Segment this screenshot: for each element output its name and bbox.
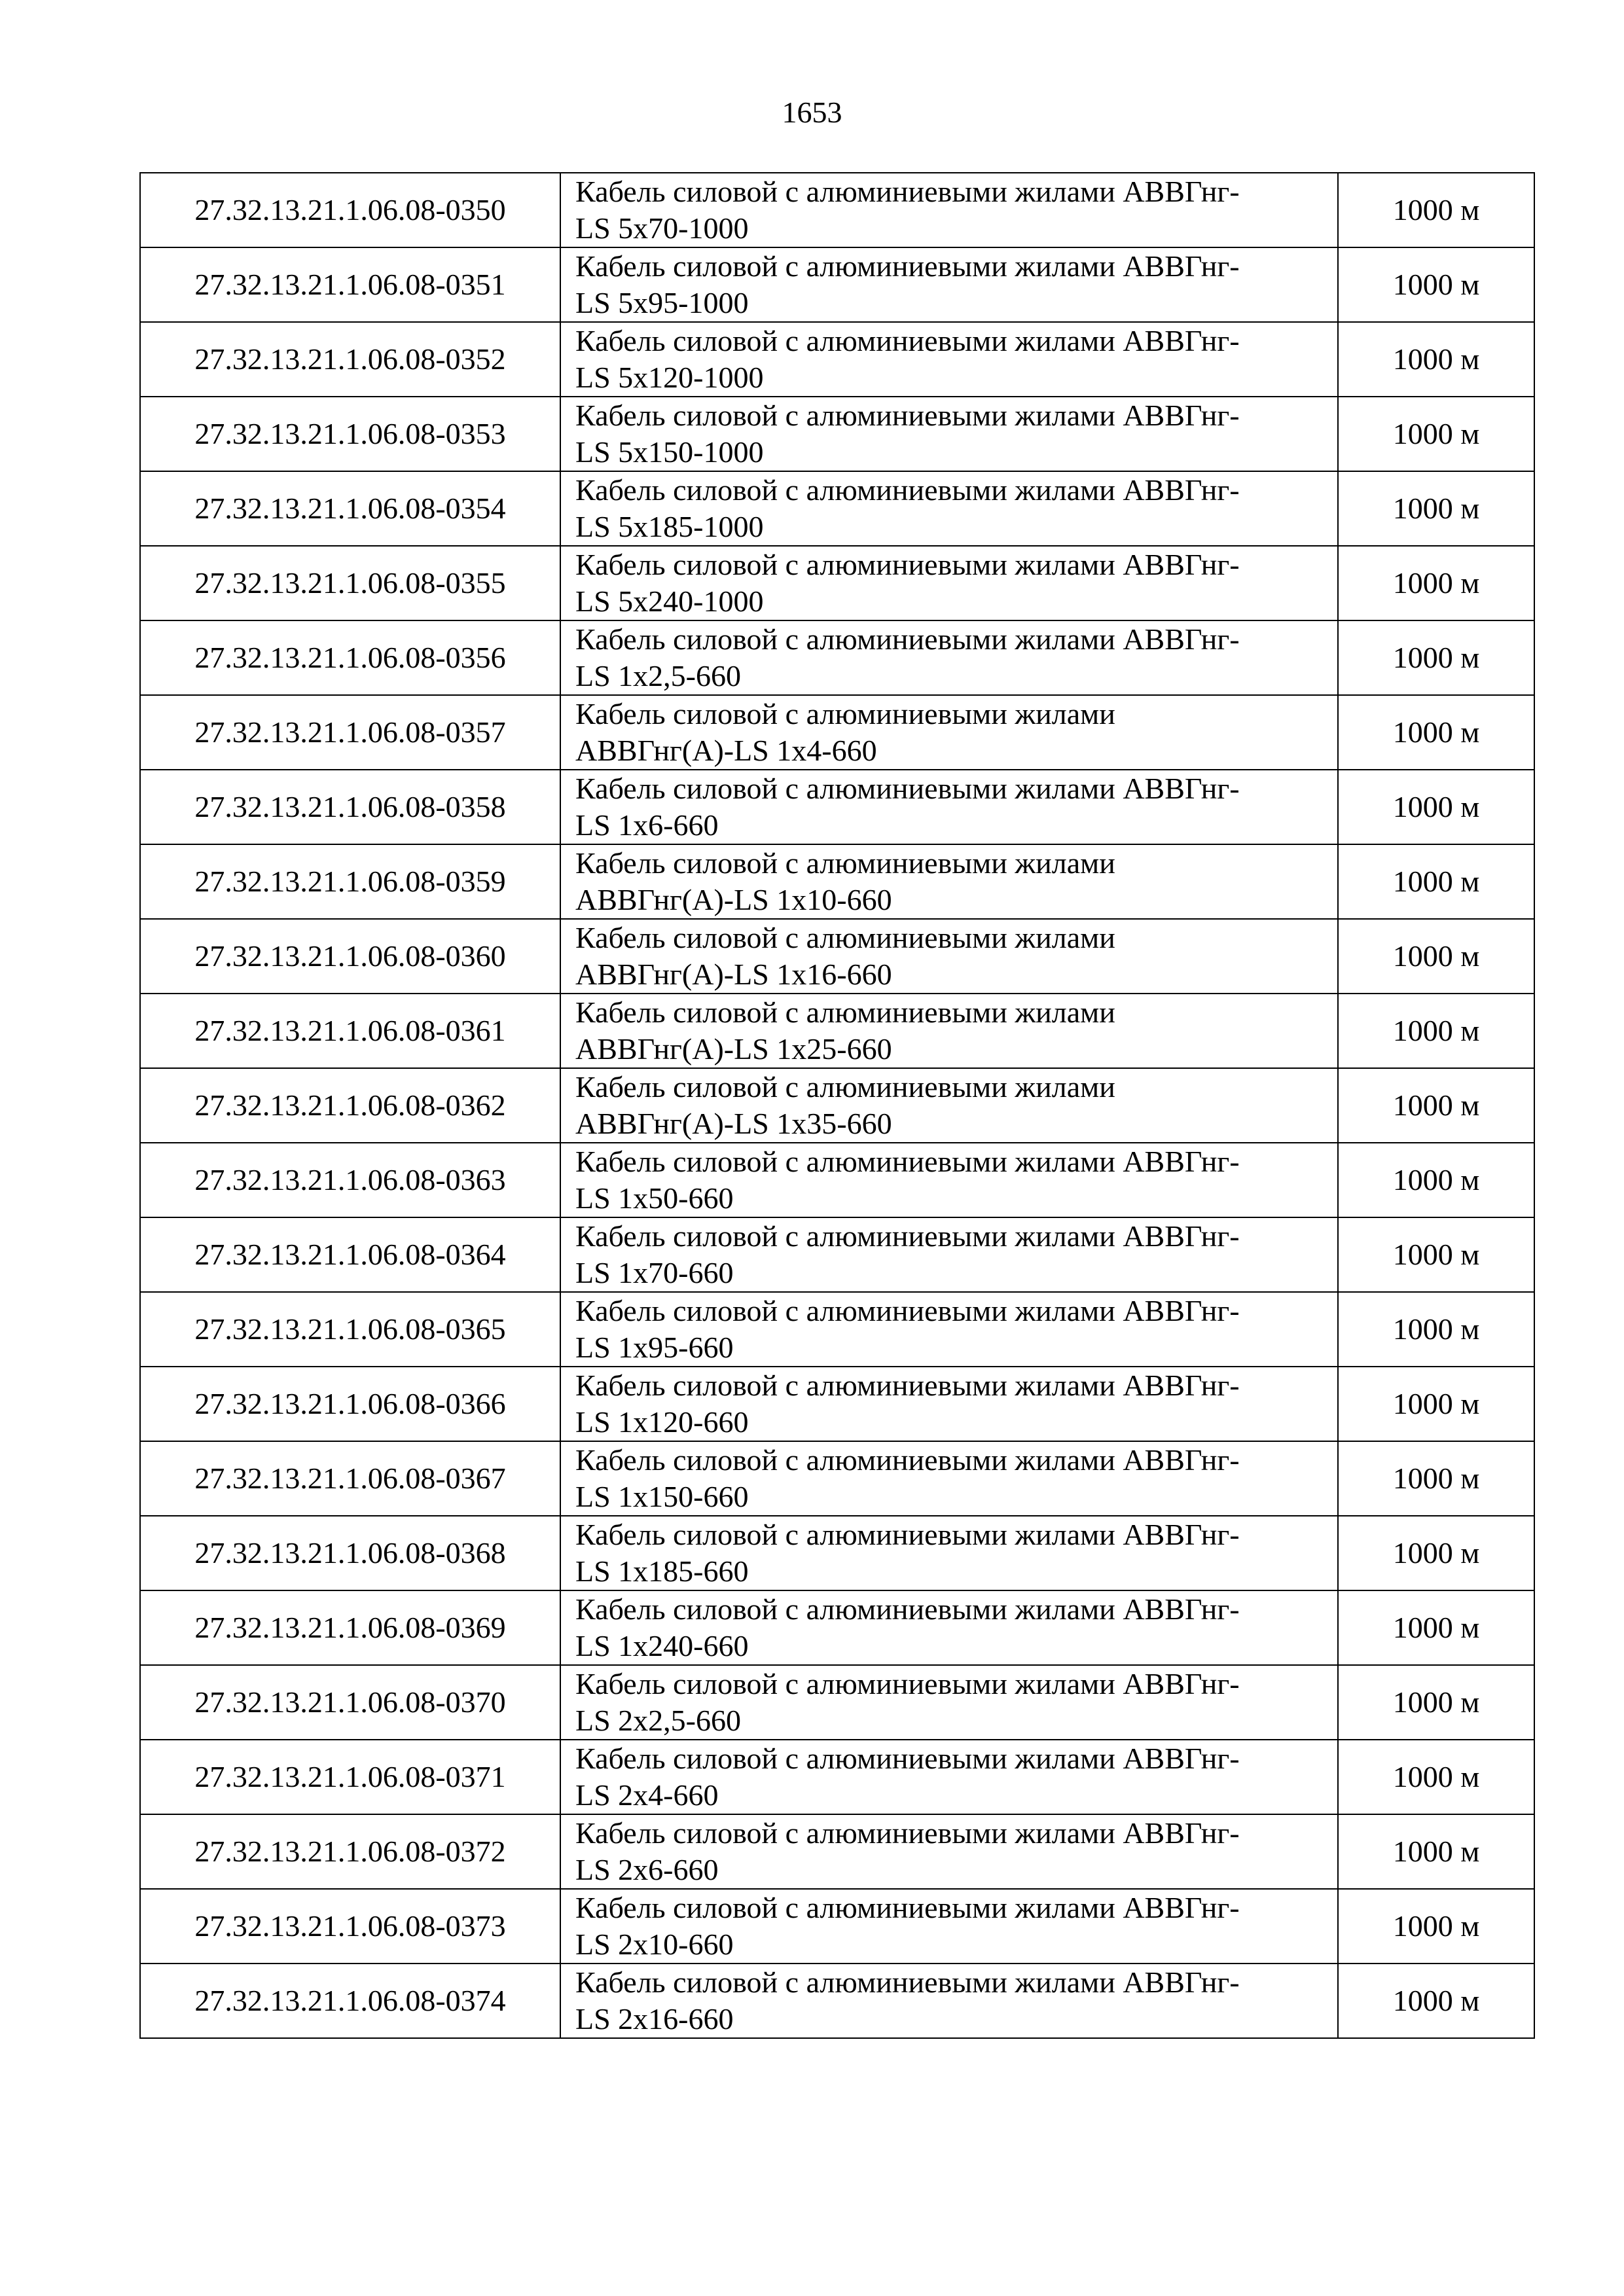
description-line-1: Кабель силовой с алюминиевыми жилами АВВГнг- <box>575 1294 1240 1327</box>
resource-code-cell: 27.32.13.21.1.06.08-0351 <box>140 247 560 322</box>
description-line-2: LS 1х120-660 <box>575 1405 749 1439</box>
resource-code-cell: 27.32.13.21.1.06.08-0371 <box>140 1740 560 1814</box>
resource-description-cell <box>560 1740 1338 1814</box>
description-line-2: LS 1х70-660 <box>575 1256 734 1289</box>
description-line-1: Кабель силовой с алюминиевыми жилами АВВГнг- <box>575 1891 1240 1924</box>
unit-of-measure-cell: 1000 м <box>1338 1740 1534 1814</box>
resource-description-cell <box>560 397 1338 471</box>
unit-of-measure-cell: 1000 м <box>1338 471 1534 546</box>
resource-description-cell <box>560 1217 1338 1292</box>
resource-description-cell <box>560 770 1338 844</box>
table-body <box>140 173 1534 2038</box>
resource-code-cell: 27.32.13.21.1.06.08-0359 <box>140 844 560 919</box>
description-line-1: Кабель силовой с алюминиевыми жилами АВВГнг- <box>575 772 1240 805</box>
unit-of-measure-cell: 1000 м <box>1338 173 1534 247</box>
table-row <box>140 1367 1534 1441</box>
description-line-2: LS 1х240-660 <box>575 1629 749 1662</box>
resource-code-cell: 27.32.13.21.1.06.08-0363 <box>140 1143 560 1217</box>
resource-code-cell: 27.32.13.21.1.06.08-0370 <box>140 1665 560 1740</box>
unit-of-measure-cell: 1000 м <box>1338 1143 1534 1217</box>
table-row <box>140 1068 1534 1143</box>
unit-of-measure-cell: 1000 м <box>1338 1068 1534 1143</box>
description-line-1: Кабель силовой с алюминиевыми жилами <box>575 921 1115 954</box>
unit-of-measure-cell: 1000 м <box>1338 620 1534 695</box>
description-line-1: Кабель силовой с алюминиевыми жилами <box>575 846 1115 880</box>
resource-description-cell <box>560 322 1338 397</box>
unit-of-measure-cell: 1000 м <box>1338 247 1534 322</box>
description-line-1: Кабель силовой с алюминиевыми жилами АВВГнг- <box>575 324 1240 357</box>
description-line-1: Кабель силовой с алюминиевыми жилами АВВГнг- <box>575 548 1240 581</box>
table-row <box>140 919 1534 994</box>
description-line-2: АВВГнг(А)-LS 1х25-660 <box>575 1032 892 1066</box>
resource-description-cell <box>560 1814 1338 1889</box>
resource-description-cell <box>560 546 1338 620</box>
description-line-1: Кабель силовой с алюминиевыми жилами <box>575 697 1115 730</box>
description-line-2: АВВГнг(А)-LS 1х4-660 <box>575 734 877 767</box>
unit-of-measure-cell: 1000 м <box>1338 1367 1534 1441</box>
unit-of-measure-cell: 1000 м <box>1338 1590 1534 1665</box>
resource-code-cell: 27.32.13.21.1.06.08-0368 <box>140 1516 560 1590</box>
description-line-1: Кабель силовой с алюминиевыми жилами АВВГнг- <box>575 1518 1240 1551</box>
resource-description-cell <box>560 620 1338 695</box>
description-line-1: Кабель силовой с алюминиевыми жилами <box>575 996 1115 1029</box>
resource-description-cell <box>560 1665 1338 1740</box>
table-row <box>140 1516 1534 1590</box>
table-row <box>140 397 1534 471</box>
resource-code-cell: 27.32.13.21.1.06.08-0352 <box>140 322 560 397</box>
description-line-1: Кабель силовой с алюминиевыми жилами АВВГнг- <box>575 399 1240 432</box>
resource-code-cell: 27.32.13.21.1.06.08-0372 <box>140 1814 560 1889</box>
description-line-2: LS 5х95-1000 <box>575 286 749 319</box>
resource-code-cell: 27.32.13.21.1.06.08-0353 <box>140 397 560 471</box>
description-line-2: LS 1х6-660 <box>575 808 719 842</box>
description-line-2: LS 1х150-660 <box>575 1480 749 1513</box>
resource-code-cell: 27.32.13.21.1.06.08-0354 <box>140 471 560 546</box>
resource-code-cell: 27.32.13.21.1.06.08-0358 <box>140 770 560 844</box>
description-line-1: Кабель силовой с алюминиевыми жилами АВВГнг- <box>575 1145 1240 1178</box>
unit-of-measure-cell: 1000 м <box>1338 1441 1534 1516</box>
table-row <box>140 844 1534 919</box>
description-line-1: Кабель силовой с алюминиевыми жилами АВВГнг- <box>575 249 1240 283</box>
unit-of-measure-cell: 1000 м <box>1338 919 1534 994</box>
resource-description-cell <box>560 1590 1338 1665</box>
resource-description-cell <box>560 247 1338 322</box>
unit-of-measure-cell: 1000 м <box>1338 1814 1534 1889</box>
resource-description-cell <box>560 1441 1338 1516</box>
unit-of-measure-cell: 1000 м <box>1338 695 1534 770</box>
table-row <box>140 1665 1534 1740</box>
resource-code-cell: 27.32.13.21.1.06.08-0362 <box>140 1068 560 1143</box>
resource-code-cell: 27.32.13.21.1.06.08-0366 <box>140 1367 560 1441</box>
description-line-2: LS 2х6-660 <box>575 1853 719 1886</box>
resource-description-cell <box>560 1143 1338 1217</box>
unit-of-measure-cell: 1000 м <box>1338 844 1534 919</box>
resource-description-cell <box>560 1292 1338 1367</box>
resource-code-cell: 27.32.13.21.1.06.08-0367 <box>140 1441 560 1516</box>
resource-description-cell <box>560 1516 1338 1590</box>
resource-description-cell <box>560 471 1338 546</box>
description-line-2: LS 2х4-660 <box>575 1778 719 1812</box>
description-line-1: Кабель силовой с алюминиевыми жилами АВВГнг- <box>575 1369 1240 1402</box>
table-row <box>140 1292 1534 1367</box>
resource-code-cell: 27.32.13.21.1.06.08-0350 <box>140 173 560 247</box>
description-line-2: LS 5х240-1000 <box>575 584 764 618</box>
page-number: 1653 <box>782 96 842 129</box>
resource-description-cell <box>560 173 1338 247</box>
description-line-1: Кабель силовой с алюминиевыми жилами АВВГнг- <box>575 622 1240 656</box>
unit-of-measure-cell: 1000 м <box>1338 322 1534 397</box>
unit-of-measure-cell: 1000 м <box>1338 546 1534 620</box>
table-row <box>140 1441 1534 1516</box>
resource-code-cell: 27.32.13.21.1.06.08-0364 <box>140 1217 560 1292</box>
description-line-1: Кабель силовой с алюминиевыми жилами АВВГнг- <box>575 1667 1240 1700</box>
resource-description-cell <box>560 994 1338 1068</box>
resource-description-cell <box>560 1964 1338 2038</box>
description-line-2: LS 1х50-660 <box>575 1181 734 1215</box>
description-line-1: Кабель силовой с алюминиевыми жилами АВВГнг- <box>575 473 1240 507</box>
description-line-1: Кабель силовой с алюминиевыми жилами АВВГнг- <box>575 175 1240 208</box>
table-row <box>140 322 1534 397</box>
unit-of-measure-cell: 1000 м <box>1338 1889 1534 1964</box>
description-line-2: LS 2х10-660 <box>575 1928 734 1961</box>
resource-code-cell: 27.32.13.21.1.06.08-0365 <box>140 1292 560 1367</box>
resource-code-cell: 27.32.13.21.1.06.08-0357 <box>140 695 560 770</box>
table-row <box>140 1143 1534 1217</box>
table-row <box>140 1740 1534 1814</box>
description-line-2: АВВГнг(А)-LS 1х10-660 <box>575 883 892 916</box>
description-line-1: Кабель силовой с алюминиевыми жилами АВВГнг- <box>575 1742 1240 1775</box>
description-line-2: LS 5х185-1000 <box>575 510 764 543</box>
description-line-2: АВВГнг(А)-LS 1х35-660 <box>575 1107 892 1140</box>
table-row <box>140 695 1534 770</box>
description-line-1: Кабель силовой с алюминиевыми жилами АВВГнг- <box>575 1443 1240 1477</box>
resource-description-cell <box>560 1068 1338 1143</box>
table-row <box>140 1814 1534 1889</box>
description-line-2: LS 2х2,5-660 <box>575 1704 741 1737</box>
description-line-2: АВВГнг(А)-LS 1х16-660 <box>575 958 892 991</box>
table-row <box>140 546 1534 620</box>
resource-code-cell: 27.32.13.21.1.06.08-0374 <box>140 1964 560 2038</box>
table-row <box>140 1964 1534 2038</box>
description-line-1: Кабель силовой с алюминиевыми жилами АВВГнг- <box>575 1592 1240 1626</box>
description-line-1: Кабель силовой с алюминиевыми жилами <box>575 1070 1115 1103</box>
resource-code-cell: 27.32.13.21.1.06.08-0361 <box>140 994 560 1068</box>
table-row <box>140 173 1534 247</box>
resource-description-cell <box>560 1889 1338 1964</box>
table-row <box>140 620 1534 695</box>
description-line-2: LS 2х16-660 <box>575 2002 734 2036</box>
unit-of-measure-cell: 1000 м <box>1338 994 1534 1068</box>
resource-code-cell: 27.32.13.21.1.06.08-0373 <box>140 1889 560 1964</box>
resource-code-cell: 27.32.13.21.1.06.08-0360 <box>140 919 560 994</box>
unit-of-measure-cell: 1000 м <box>1338 1516 1534 1590</box>
unit-of-measure-cell: 1000 м <box>1338 770 1534 844</box>
resource-description-cell <box>560 695 1338 770</box>
description-line-2: LS 1х2,5-660 <box>575 659 741 692</box>
unit-of-measure-cell: 1000 м <box>1338 1665 1534 1740</box>
table-row <box>140 1217 1534 1292</box>
resource-code-cell: 27.32.13.21.1.06.08-0355 <box>140 546 560 620</box>
resource-code-cell: 27.32.13.21.1.06.08-0369 <box>140 1590 560 1665</box>
description-line-1: Кабель силовой с алюминиевыми жилами АВВГнг- <box>575 1219 1240 1253</box>
unit-of-measure-cell: 1000 м <box>1338 1964 1534 2038</box>
unit-of-measure-cell: 1000 м <box>1338 1292 1534 1367</box>
description-line-2: LS 5х150-1000 <box>575 435 764 469</box>
description-line-2: LS 1х95-660 <box>575 1331 734 1364</box>
description-line-2: LS 5х120-1000 <box>575 361 764 394</box>
description-line-1: Кабель силовой с алюминиевыми жилами АВВГнг- <box>575 1816 1240 1850</box>
table-row <box>140 247 1534 322</box>
resource-table <box>139 172 1535 2039</box>
resource-description-cell <box>560 1367 1338 1441</box>
table-row <box>140 471 1534 546</box>
resource-code-cell: 27.32.13.21.1.06.08-0356 <box>140 620 560 695</box>
table-row <box>140 1590 1534 1665</box>
description-line-2: LS 5х70-1000 <box>575 211 749 245</box>
table-row <box>140 994 1534 1068</box>
description-line-1: Кабель силовой с алюминиевыми жилами АВВГнг- <box>575 1965 1240 1999</box>
unit-of-measure-cell: 1000 м <box>1338 397 1534 471</box>
resource-description-cell <box>560 844 1338 919</box>
description-line-2: LS 1х185-660 <box>575 1554 749 1588</box>
resource-description-cell <box>560 919 1338 994</box>
table-row <box>140 1889 1534 1964</box>
table-row <box>140 770 1534 844</box>
unit-of-measure-cell: 1000 м <box>1338 1217 1534 1292</box>
